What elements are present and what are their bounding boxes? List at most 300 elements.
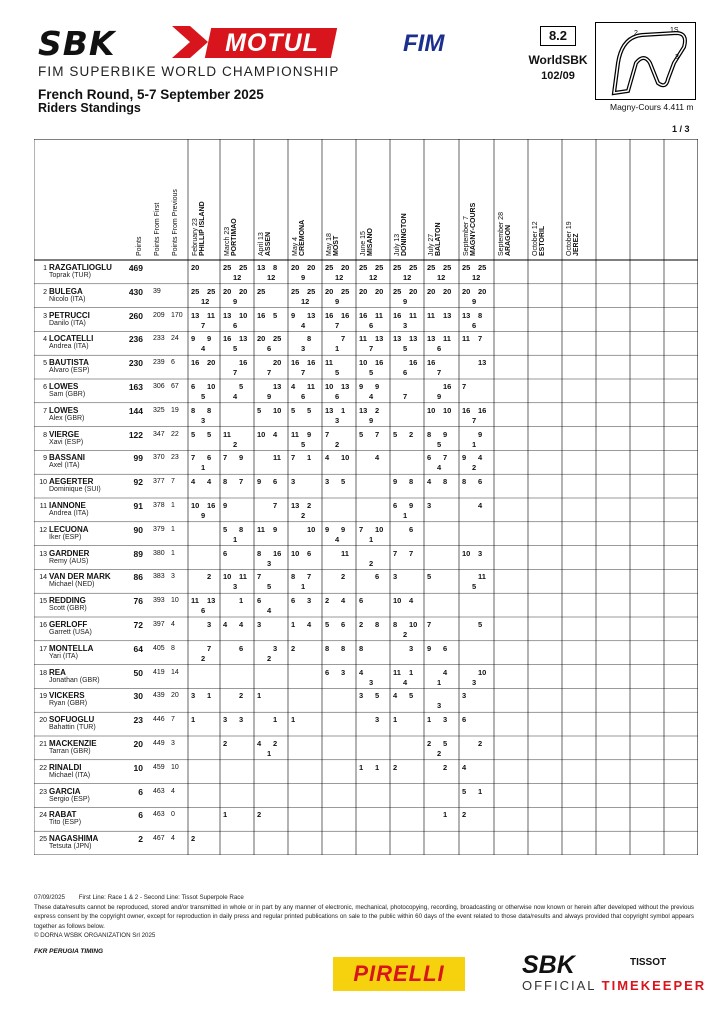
race2-points: 1	[307, 453, 312, 463]
race1-points: 2	[393, 762, 398, 772]
race2-points: 4	[341, 596, 346, 606]
points-from-previous: 67	[171, 383, 179, 390]
superpole-points: 12	[335, 273, 344, 282]
superpole-points: 6	[201, 606, 206, 616]
event-date: October 19	[566, 221, 573, 256]
event-date: September 7	[463, 215, 470, 256]
race1-points: 1	[291, 620, 296, 629]
superpole-points: 4	[267, 606, 272, 616]
event-date: July 13	[394, 233, 401, 256]
race2-points: 11	[409, 310, 417, 320]
event-header	[394, 213, 408, 256]
race2-points: 11	[341, 548, 349, 558]
points-from-first: 239	[153, 359, 165, 367]
rider-info: Alex (GBR)	[49, 414, 85, 422]
event-header	[292, 220, 306, 256]
race1-points: 8	[359, 643, 364, 653]
points-from-previous: 3	[171, 740, 175, 747]
race2-points: 9	[443, 429, 448, 439]
points-from-first: 379	[153, 525, 165, 533]
track-map	[595, 22, 696, 100]
track-outline-icon	[596, 23, 697, 101]
superpole-points: 9	[267, 392, 272, 401]
rider-cell	[38, 834, 98, 850]
superpole-points: 6	[233, 320, 238, 330]
rider-position: 5	[43, 360, 47, 368]
rider-position: 2	[43, 288, 47, 296]
race2-points: 1	[443, 810, 448, 820]
rider-cell	[38, 549, 89, 565]
superpole-points: 3	[403, 320, 408, 330]
points-from-previous: 4	[171, 621, 175, 628]
race1-points: 2	[325, 596, 330, 606]
race2-points: 16	[307, 358, 316, 368]
superpole-points: 6	[472, 320, 477, 330]
rider-name: GERLOFF	[49, 620, 88, 629]
race1-points: 1	[223, 810, 228, 820]
race1-points: 1	[291, 715, 296, 725]
rider-name: MONTELLA	[49, 643, 94, 653]
race1-points: 6	[291, 596, 296, 606]
superpole-points: 6	[369, 320, 374, 330]
footer-date: 07/09/2025	[34, 894, 65, 901]
race2-points: 5	[273, 310, 278, 320]
race1-points: 9	[223, 501, 228, 510]
race2-points: 11	[239, 572, 247, 582]
race2-points: 2	[307, 501, 312, 510]
superpole-points: 12	[403, 273, 412, 282]
rider-points: 2	[138, 834, 143, 845]
race1-points: 9	[291, 310, 296, 320]
superpole-points: 3	[233, 582, 238, 592]
race1-points: 1	[393, 715, 398, 725]
event-name: DONINGTON	[401, 213, 408, 256]
rider-points: 23	[133, 715, 143, 726]
race2-points: 25	[307, 286, 316, 296]
race1-points: 2	[291, 643, 296, 653]
superpole-points: 1	[437, 677, 442, 687]
rider-info: Garrett (USA)	[49, 629, 92, 636]
race2-points: 5	[443, 739, 448, 748]
rider-info: Xavi (ESP)	[49, 438, 84, 446]
rider-name: NAGASHIMA	[49, 834, 99, 844]
rider-cell	[38, 477, 101, 493]
race1-points: 10	[191, 501, 200, 510]
race1-points: 13	[325, 405, 334, 415]
race1-points: 9	[191, 334, 196, 344]
points-from-first: 463	[153, 811, 165, 819]
race1-points: 2	[427, 739, 432, 748]
race2-points: 6	[273, 477, 278, 487]
rider-cell	[38, 787, 90, 803]
points-from-previous: 0	[171, 811, 175, 819]
event-header	[192, 201, 206, 256]
race2-points: 20	[207, 358, 216, 368]
race2-points: 1	[375, 762, 380, 772]
race1-points: 20	[257, 334, 266, 344]
superpole-points: 1	[472, 439, 477, 449]
race2-points: 3	[478, 548, 483, 558]
race2-points: 20	[307, 263, 316, 272]
race1-points: 10	[291, 548, 300, 558]
rider-points: 163	[128, 382, 143, 392]
race2-points: 8	[273, 263, 278, 272]
event-header	[498, 212, 512, 256]
race1-points: 25	[223, 263, 232, 272]
race1-points: 9	[393, 477, 398, 487]
race1-points: 6	[427, 453, 432, 463]
rider-info: Michael (NED)	[49, 581, 95, 589]
footer-text	[34, 893, 694, 941]
race2-points: 2	[239, 691, 244, 701]
rider-info: Bahattin (TUR)	[49, 724, 96, 732]
superpole-points: 7	[233, 368, 238, 378]
rider-cell	[38, 668, 100, 684]
race2-points: 8	[207, 405, 212, 415]
points-from-previous: 23	[171, 454, 179, 462]
rider-cell	[38, 620, 92, 636]
race2-points: 11	[307, 382, 315, 391]
event-date: April 13	[258, 232, 265, 256]
rider-name: LOWES	[49, 382, 79, 391]
race2-points: 11	[375, 310, 383, 320]
superpole-points: 1	[403, 511, 408, 520]
race1-points: 5	[223, 524, 228, 534]
superpole-points: 1	[335, 344, 340, 354]
rider-info: Tito (ESP)	[49, 819, 82, 827]
race1-points: 7	[427, 620, 432, 629]
rider-cell	[38, 644, 93, 660]
rider-position: 21	[39, 741, 47, 748]
race2-points: 7	[307, 572, 312, 582]
race2-points: 1	[207, 691, 212, 701]
rider-points: 6	[138, 810, 143, 821]
race2-points: 3	[307, 596, 312, 606]
points-from-previous: 1	[171, 502, 175, 509]
superpole-points: 5	[267, 582, 272, 592]
race1-points: 7	[223, 453, 228, 463]
race1-points: 20	[291, 263, 300, 272]
rider-position: 19	[39, 693, 47, 701]
race2-points: 2	[207, 572, 212, 582]
superpole-points: 9	[201, 511, 206, 520]
race2-points: 25	[239, 263, 248, 272]
event-header	[258, 232, 272, 256]
rider-name: GARCIA	[49, 786, 81, 796]
race1-points: 5	[257, 405, 262, 415]
race1-points: 6	[393, 501, 398, 510]
race1-points: 13	[393, 334, 402, 344]
race2-points: 1	[341, 405, 346, 415]
race1-points: 11	[223, 429, 231, 439]
points-from-first: 233	[153, 335, 165, 343]
race2-points: 5	[307, 405, 312, 415]
rider-info: Jonathan (GBR)	[49, 676, 100, 684]
race2-points: 20	[273, 358, 282, 368]
race2-points: 7	[273, 501, 278, 510]
race1-points: 4	[462, 762, 467, 772]
race2-points: 13	[207, 596, 216, 606]
superpole-points: 4	[201, 344, 206, 354]
column-header: Points From Previous	[172, 189, 179, 256]
rider-cell	[38, 287, 85, 303]
rider-cell	[38, 334, 93, 350]
points-from-previous: 8	[171, 644, 175, 652]
race1-points: 7	[325, 429, 330, 439]
race1-points: 11	[427, 310, 435, 320]
race1-points: 16	[291, 358, 300, 368]
race1-points: 25	[393, 263, 402, 272]
race1-points: 7	[257, 572, 262, 582]
race2-points: 13	[273, 382, 282, 391]
event-header	[532, 221, 546, 256]
rider-name: LOWES	[49, 405, 79, 415]
race1-points: 10	[359, 358, 368, 368]
race1-points: 25	[325, 263, 334, 272]
race2-points: 6	[409, 524, 414, 534]
official-label: OFFICIAL	[522, 978, 597, 993]
race2-points: 10	[307, 524, 316, 534]
rider-info: Axel (ITA)	[49, 462, 80, 470]
rider-position: 6	[43, 384, 47, 391]
superpole-points: 7	[335, 320, 340, 330]
event-header	[428, 222, 442, 256]
rider-position: 4	[43, 336, 47, 344]
race2-points: 5	[478, 620, 483, 629]
points-from-previous: 7	[171, 478, 175, 486]
race1-points: 9	[427, 643, 432, 653]
version-box: 8.2	[540, 26, 576, 46]
superpole-points: 3	[301, 344, 306, 354]
rider-points: 430	[128, 286, 143, 297]
superpole-points: 1	[301, 582, 306, 592]
race1-points: 25	[191, 286, 200, 296]
race1-points: 3	[191, 691, 196, 701]
superpole-points: 9	[233, 296, 238, 306]
superpole-points: 1	[267, 749, 272, 758]
superpole-points: 3	[437, 701, 442, 711]
points-from-previous: 19	[171, 406, 179, 414]
race2-points: 3	[409, 643, 414, 653]
race1-points: 4	[393, 691, 398, 701]
race1-points: 3	[462, 691, 467, 701]
superpole-points: 2	[233, 439, 238, 449]
rider-name: MACKENZIE	[49, 739, 97, 748]
race2-points: 5	[409, 691, 414, 701]
race1-points: 5	[291, 405, 296, 415]
race2-points: 13	[375, 334, 384, 344]
race2-points: 8	[375, 620, 380, 629]
disclaimer: These data/results cannot be reproduced, stored and/or transmitted in whole or in part by any manner of electronic, mechanical, photocopying, recording, broadcasting or otherwise now known or herein after developed without the previous express consent by the copyright owner, except for reproduction in daily press and regular printed publications on sale to the public within 60 days of the event related to those data/results and always provided that copyright symbol appears together as follows below.	[34, 903, 694, 930]
rider-info: Toprak (TUR)	[49, 272, 92, 279]
rider-name: BASSANI	[49, 453, 86, 463]
race1-points: 1	[427, 715, 432, 725]
race2-points: 10	[207, 382, 216, 391]
event-header	[566, 221, 580, 256]
event-date: October 12	[532, 221, 539, 256]
race1-points: 9	[359, 382, 364, 391]
points-from-previous: 7	[171, 716, 175, 724]
race1-points: 25	[291, 286, 300, 296]
race2-points: 4	[443, 667, 448, 677]
race1-points: 4	[325, 453, 330, 463]
superpole-points: 5	[233, 344, 238, 354]
race1-points: 20	[325, 286, 334, 296]
superpole-points: 1	[201, 463, 206, 473]
rider-position: 15	[39, 598, 47, 606]
race2-points: 13	[341, 382, 350, 391]
points-from-first: 209	[153, 311, 165, 319]
superpole-points: 9	[335, 296, 340, 306]
superpole-points: 4	[437, 463, 442, 473]
rider-position: 1	[43, 265, 47, 272]
race1-points: 25	[393, 286, 402, 296]
race1-points: 6	[223, 548, 228, 558]
race1-points: 16	[191, 358, 200, 368]
race1-points: 16	[359, 310, 368, 320]
race1-points: 13	[257, 263, 266, 272]
race2-points: 20	[239, 286, 248, 296]
points-from-previous: 22	[171, 430, 179, 438]
superpole-points: 4	[233, 392, 238, 401]
event-date: May 4	[292, 236, 299, 256]
rider-points: 6	[138, 786, 143, 797]
race2-points: 9	[375, 382, 380, 391]
race2-points: 6	[478, 477, 483, 487]
superpole-points: 12	[472, 273, 481, 282]
race1-points: 4	[359, 667, 364, 677]
race1-points: 2	[462, 810, 467, 820]
race1-points: 1	[257, 691, 262, 701]
rider-name: REA	[49, 667, 66, 677]
rider-points: 90	[133, 524, 143, 535]
race2-points: 9	[307, 429, 312, 439]
race2-points: 16	[375, 358, 384, 368]
race1-points: 25	[427, 263, 436, 272]
points-from-first: 393	[153, 597, 165, 605]
race2-points: 2	[341, 572, 346, 582]
race1-points: 7	[462, 382, 467, 391]
superpole-points: 7	[403, 392, 408, 401]
superpole-points: 2	[267, 653, 272, 663]
event-name: PHILLIP ISLAND	[199, 201, 206, 256]
superpole-points: 9	[472, 296, 477, 306]
race1-points: 6	[191, 382, 196, 391]
superpole-points: 7	[267, 368, 272, 378]
rider-position: 13	[39, 550, 47, 558]
rider-info: Remy (AUS)	[49, 557, 89, 565]
race2-points: 9	[341, 524, 346, 534]
race1-points: 16	[223, 334, 232, 344]
points-from-first: 347	[153, 430, 165, 438]
superpole-points: 5	[201, 392, 206, 401]
superpole-points: 5	[301, 439, 306, 449]
race2-points: 16	[409, 358, 418, 368]
rider-cell	[38, 572, 111, 588]
points-from-first: 463	[153, 787, 165, 795]
rider-cell	[38, 810, 81, 826]
fim-logo: FIM	[403, 30, 445, 57]
rider-name: LOCATELLI	[49, 334, 94, 344]
rider-cell	[38, 263, 112, 279]
race1-points: 13	[462, 310, 471, 320]
superpole-points: 6	[403, 368, 408, 378]
sbk-footer-logo: SBK	[522, 951, 575, 979]
round-title: French Round, 5-7 September 2025	[38, 87, 264, 102]
race2-points: 7	[239, 477, 244, 487]
superpole-points: 12	[437, 273, 446, 282]
race1-points: 13	[427, 334, 436, 344]
rider-cell	[38, 311, 90, 327]
race2-points: 8	[409, 477, 414, 487]
points-from-first: 380	[153, 549, 165, 557]
points-from-previous: 1	[171, 525, 175, 533]
rider-points: 30	[133, 691, 143, 702]
race2-points: 4	[375, 453, 380, 463]
superpole-points: 4	[369, 392, 374, 401]
race1-points: 5	[359, 429, 364, 439]
race1-points: 11	[191, 596, 199, 606]
superpole-points: 5	[369, 368, 374, 378]
race1-points: 20	[427, 286, 436, 296]
race1-points: 9	[325, 524, 330, 534]
official-timekeeper	[522, 978, 706, 993]
points-from-first: 446	[153, 716, 165, 724]
rider-name: RABAT	[49, 810, 77, 820]
race1-points: 11	[325, 358, 333, 368]
race2-points: 11	[273, 453, 281, 463]
race2-points: 6	[341, 620, 346, 629]
rider-position: 22	[39, 764, 47, 772]
race2-points: 11	[443, 334, 451, 344]
superpole-points: 5	[335, 368, 340, 378]
race2-points: 10	[341, 453, 350, 463]
rider-position: 20	[39, 717, 47, 725]
race1-points: 5	[462, 786, 467, 796]
race1-points: 11	[393, 667, 401, 677]
race1-points: 4	[427, 477, 432, 487]
race1-points: 25	[359, 263, 368, 272]
superpole-points: 2	[369, 558, 374, 568]
race1-points: 13	[191, 310, 200, 320]
race2-points: 10	[273, 405, 282, 415]
race2-points: 16	[273, 548, 282, 558]
timing-provider: FKR PERUGIA TIMING	[34, 948, 104, 955]
rider-name: VIERGE	[49, 429, 80, 439]
rider-points: 469	[128, 263, 143, 273]
race2-points: 7	[207, 643, 212, 653]
race2-points: 20	[409, 286, 418, 296]
rider-position: 8	[43, 431, 47, 439]
rider-position: 23	[39, 788, 47, 796]
superpole-points: 9	[403, 296, 408, 306]
race1-points: 20	[223, 286, 232, 296]
race2-points: 10	[478, 667, 487, 677]
race2-points: 1	[478, 786, 483, 796]
race2-points: 5	[207, 429, 212, 439]
superpole-points: 3	[369, 677, 374, 687]
race2-points: 16	[443, 382, 452, 391]
superpole-points: 6	[437, 344, 442, 354]
race1-points: 25	[462, 263, 471, 272]
race2-points: 16	[478, 405, 487, 415]
rider-name: IANNONE	[49, 501, 86, 510]
race2-points: 1	[273, 715, 278, 725]
rider-info: Michael (ITA)	[49, 771, 91, 779]
race2-points: 16	[341, 310, 350, 320]
points-from-first: 419	[153, 668, 165, 676]
race2-points: 4	[409, 596, 414, 606]
